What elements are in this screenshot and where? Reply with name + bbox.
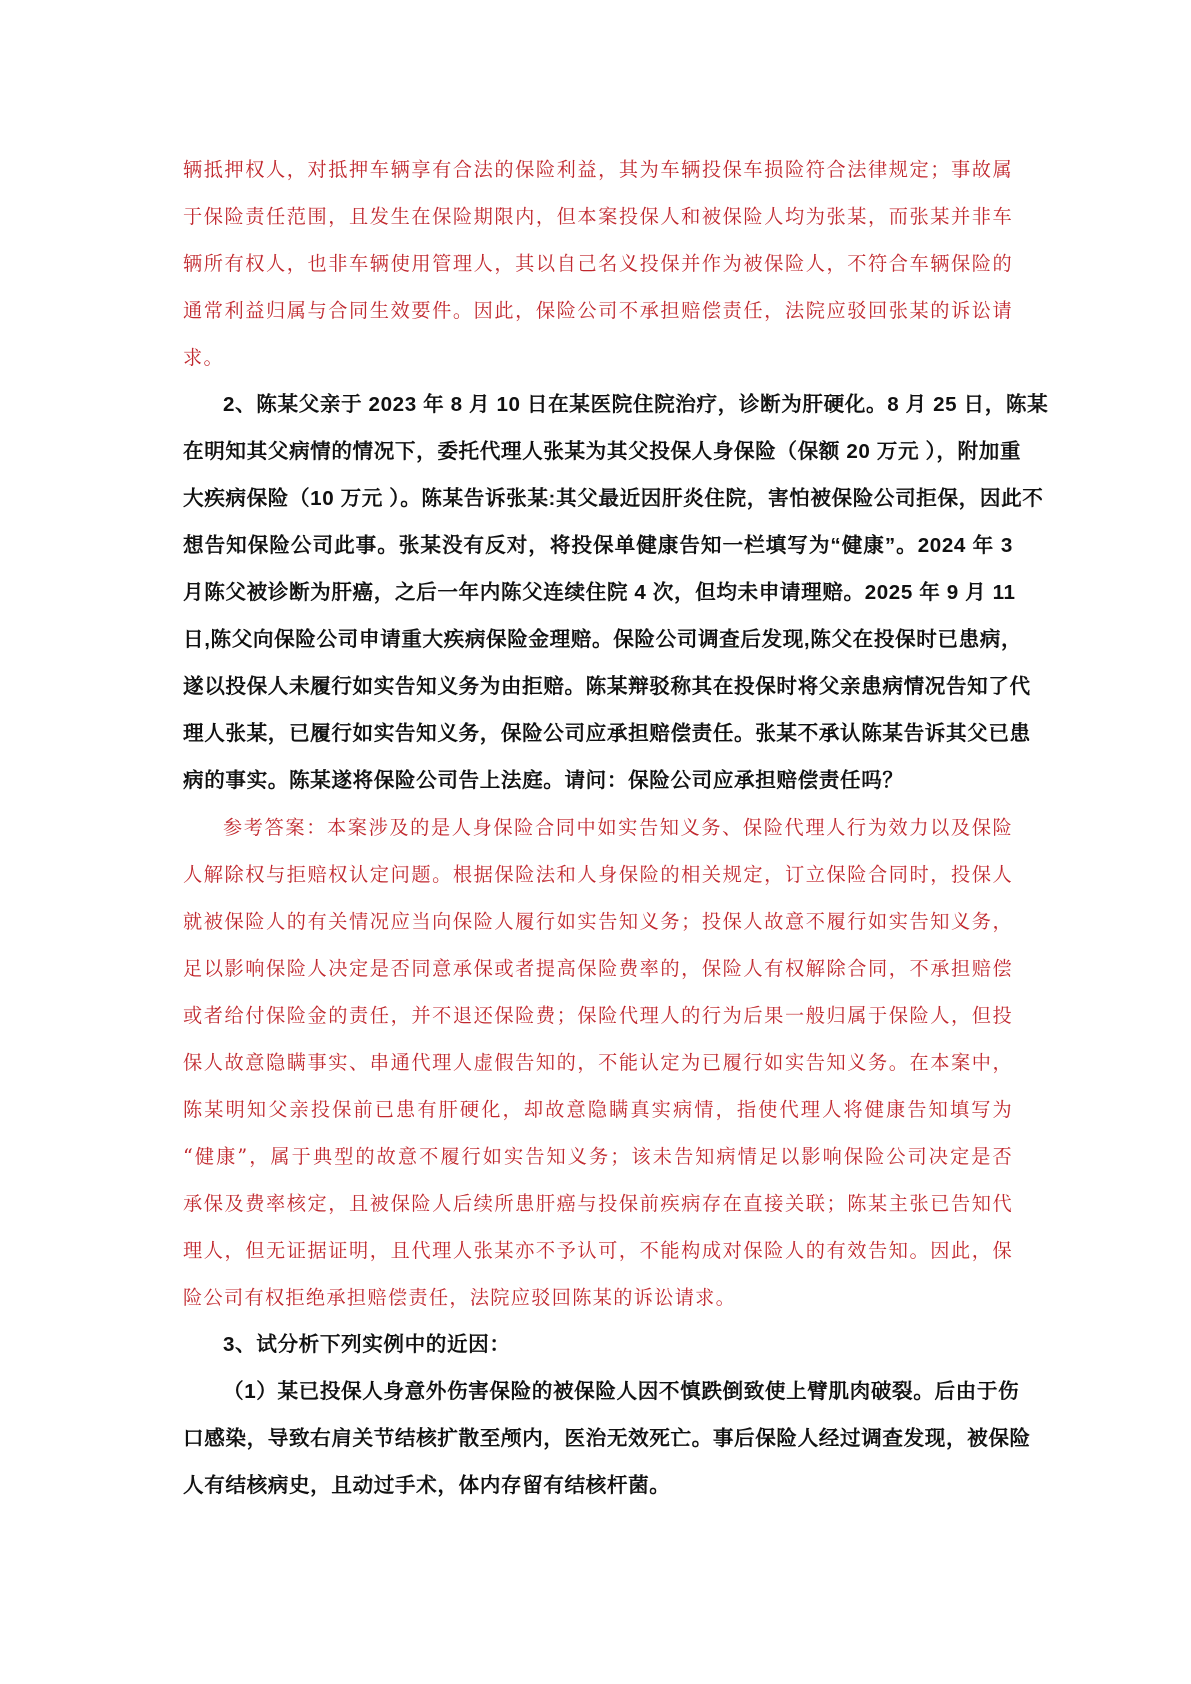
- question-line: 想告知保险公司此事。张某没有反对，将投保单健康告知一栏填写为“健康”。2024 年 3: [183, 534, 1013, 557]
- answer-line: 理人，但无证据证明，且代理人张某亦不予认可，不能构成对保险人的有效告知。因此，保: [183, 1239, 1013, 1262]
- question-3-heading: 3、试分析下列实例中的近因：: [223, 1333, 511, 1356]
- answer-line: 辆所有权人，也非车辆使用管理人，其以自己名义投保并作为被保险人，不符合车辆保险的: [183, 252, 1013, 275]
- answer-line: 求。: [183, 346, 224, 369]
- answer-line: 人解除权与拒赔权认定问题。根据保险法和人身保险的相关规定，订立保险合同时，投保人: [183, 863, 1013, 886]
- document-page: [183, 146, 1049, 1509]
- question-line: 2、陈某父亲于 2023 年 8 月 10 日在某医院住院治疗，诊断为肝硬化。8 月 25 日，陈某: [223, 393, 1049, 416]
- question-line: 人有结核病史，且动过手术，体内存留有结核杆菌。: [183, 1474, 671, 1497]
- question-line: 大疾病保险（10 万元 ）。陈某告诉张某:其父最近因肝炎住院，害怕被保险公司拒保，因此不: [183, 487, 1044, 510]
- answer-line: 或者给付保险金的责任，并不退还保险费；保险代理人的行为后果一般归属于保险人，但投: [183, 1004, 1013, 1027]
- answer-2: [183, 804, 1013, 1321]
- question-line: （1）某已投保人身意外伤害保险的被保险人因不慎跌倒致使上臂肌肉破裂。后由于伤: [223, 1380, 1020, 1403]
- answer-1-continuation: [183, 146, 1013, 381]
- question-line: 日,陈父向保险公司申请重大疾病保险金理赔。保险公司调查后发现,陈父在投保时已患病，: [183, 628, 1023, 651]
- answer-line: 陈某明知父亲投保前已患有肝硬化，却故意隐瞒真实病情，指使代理人将健康告知填写为: [183, 1098, 1013, 1121]
- answer-line: 就被保险人的有关情况应当向保险人履行如实告知义务；投保人故意不履行如实告知义务，: [183, 910, 1013, 933]
- answer-line: 承保及费率核定，且被保险人后续所患肝癌与投保前疾病存在直接关联；陈某主张已告知代: [183, 1192, 1013, 1215]
- answer-line: 险公司有权拒绝承担赔偿责任，法院应驳回陈某的诉讼请求。: [183, 1286, 737, 1309]
- question-line: 在明知其父病情的情况下，委托代理人张某为其父投保人身保险（保额 20 万元 ），附加重: [183, 440, 1022, 463]
- answer-line: 保人故意隐瞒事实、串通代理人虚假告知的，不能认定为已履行如实告知义务。在本案中，: [183, 1051, 1013, 1074]
- question-line: 遂以投保人未履行如实告知义务为由拒赔。陈某辩驳称其在投保时将父亲患病情况告知了代: [183, 675, 1031, 698]
- question-line: 月陈父被诊断为肝癌，之后一年内陈父连续住院 4 次，但均未申请理赔。2025 年 9 月 11: [183, 581, 1016, 604]
- answer-line: 于保险责任范围，且发生在保险期限内，但本案投保人和被保险人均为张某，而张某并非车: [183, 205, 1013, 228]
- question-line: 口感染，导致右肩关节结核扩散至颅内，医治无效死亡。事后保险人经过调查发现，被保险: [183, 1427, 1031, 1450]
- answer-line: “健康”，属于典型的故意不履行如实告知义务；该未告知病情足以影响保险公司决定是否: [183, 1145, 1013, 1168]
- question-line: 病的事实。陈某遂将保险公司告上法庭。请问：保险公司应承担赔偿责任吗？: [183, 769, 904, 792]
- question-3: [183, 1321, 1031, 1509]
- question-2: [183, 381, 1049, 804]
- answer-line: 通常利益归属与合同生效要件。因此，保险公司不承担赔偿责任，法院应驳回张某的诉讼请: [183, 299, 1013, 322]
- answer-line: 辆抵押权人，对抵押车辆享有合法的保险利益，其为车辆投保车损险符合法律规定；事故属: [183, 158, 1013, 181]
- answer-line: 参考答案：本案涉及的是人身保险合同中如实告知义务、保险代理人行为效力以及保险: [223, 816, 1013, 839]
- question-line: 理人张某，已履行如实告知义务，保险公司应承担赔偿责任。张某不承认陈某告诉其父已患: [183, 722, 1031, 745]
- answer-line: 足以影响保险人决定是否同意承保或者提高保险费率的，保险人有权解除合同，不承担赔偿: [183, 957, 1013, 980]
